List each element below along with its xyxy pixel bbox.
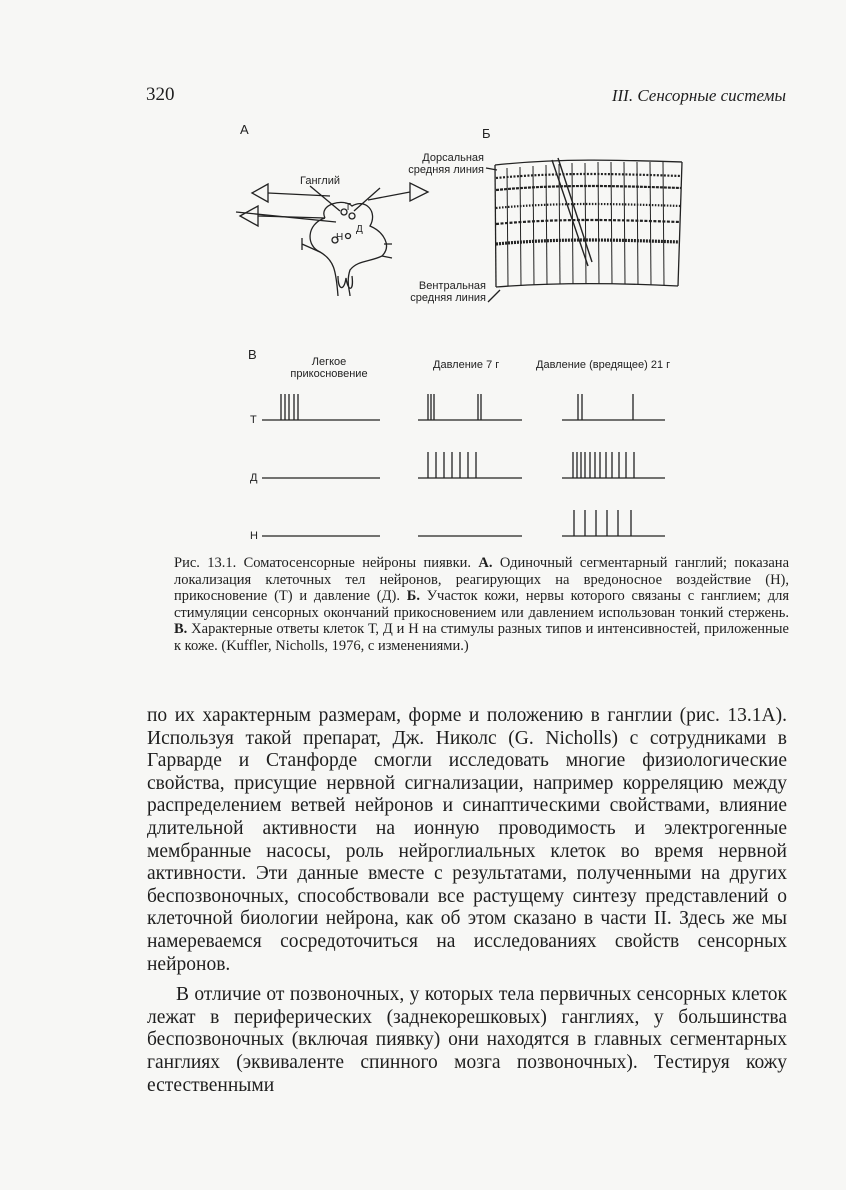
row-label-t: Т <box>250 414 257 426</box>
caption-c-letter: В. <box>174 621 188 637</box>
caption-a-letter: А. <box>478 555 493 571</box>
panel-a-letter: А <box>240 122 249 137</box>
caption-c-text: Характерные ответы клеток Т, Д и Н на стимулы разных типов и интенсивностей, приложенные к коже. (Kuffler, Nicholls, 1976, с изменениями.) <box>174 621 789 654</box>
caption-b-letter: Б. <box>406 588 420 604</box>
column-noxious: Давление (вредящее) 21 г <box>536 359 671 371</box>
column-pressure: Давление 7 г <box>433 359 500 371</box>
row-label-d: Д <box>250 472 258 484</box>
column-light-touch: Легкое прикосновение <box>290 356 368 380</box>
skin-segment-diagram <box>486 158 682 302</box>
ganglion-label: Ганглий <box>300 175 341 187</box>
figure-caption <box>174 555 789 654</box>
cell-label-t: Т <box>345 202 352 213</box>
row-label-h: Н <box>250 530 258 542</box>
caption-b-text: Участок кожи, нервы которого связаны с ганглием; для стимуляции сенсорных окончаний прикосновением или давлением использован тонкий стержень. <box>174 588 790 621</box>
panel-b-letter: Б <box>482 126 491 141</box>
paragraph-2: В отличие от позвоночных, у которых тела первичных сенсорных клеток лежат в периферических (заднекорешковых) ганглиях, у большинства беспозвоночных (включая пиявку) они находятся в главных сегментарных ганглиях (эквиваленте спинного мозга позвоночных). Тестируя кожу естественными <box>147 984 787 1096</box>
ventral-midline-label: Вентральная средняя линия <box>410 280 486 304</box>
running-title: III. Сенсорные системы <box>611 86 786 105</box>
caption-lead: Рис. 13.1. Соматосенсорные нейроны пиявки. <box>174 555 472 571</box>
dorsal-midline-label: Дорсальная средняя линия <box>408 152 484 176</box>
cell-label-d: Д <box>356 224 363 235</box>
spike-traces <box>262 420 665 536</box>
body-text <box>147 705 787 1097</box>
page-number: 320 <box>146 84 175 105</box>
caption-a-text: Одиночный сегментарный ганглий; показана локализация клеточных тел нейронов, реагирующих на вредоносное воздействие (Н), прикосновение (Т) и давление (Д). <box>174 555 790 604</box>
panel-c-letter: В <box>248 347 257 362</box>
paragraph-1: по их характерным размерам, форме и положению в ганглии (рис. 13.1А). Используя такой препарат, Дж. Николс (G. Nicholls) с сотрудниками в Гарварде и Станфорде смогли исследовать многие физиологические свойства, присущие нервной сигнализации, например корреляцию между распределением ветвей нейронов и синаптическими свойствами, влияние длительной активности на ионную проводимость и электрогенные мембранные насосы, роль нейроглиальных клеток во время нервной активности. Эти данные вместе с результатами, полученными на других беспозвоночных, способствовали все растущему синтезу представлений о клеточной биологии нейрона, как об этом сказано в части II. Здесь же мы намереваемся сосредоточиться на исследованиях свойств сенсорных нейронов. <box>147 705 787 975</box>
cell-label-h: Н <box>336 232 344 243</box>
